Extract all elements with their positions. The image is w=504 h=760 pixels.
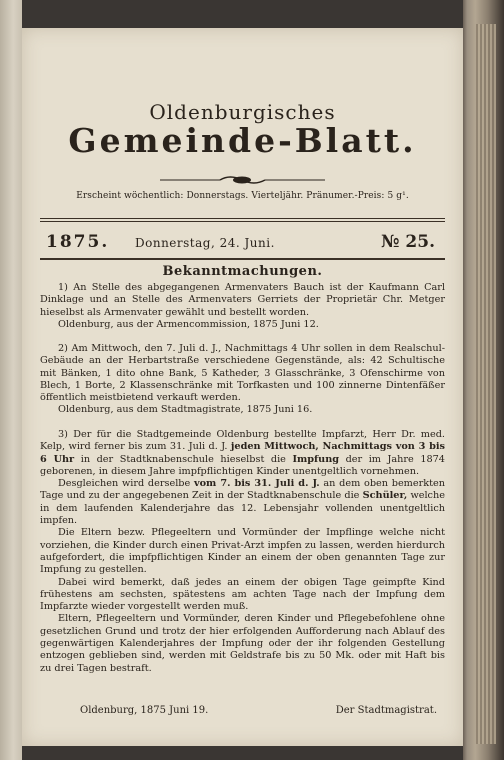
newspaper-page xyxy=(22,28,463,746)
notice-3-children: der im Jahre 1874 geborenen, in diesem Jahre impfpflichtigen Kinder unentgeltlich vornehmen. xyxy=(40,453,445,477)
issue-line xyxy=(40,232,445,256)
issue-year: 1875. xyxy=(46,232,110,252)
subscription-info: Erscheint wöchentlich: Donnerstags. Vierteljähr. Pränumer.-Preis: 5 g¹. xyxy=(76,191,409,201)
notice-3-parents: Die Eltern bezw. Pflegeeltern und Vormünder der Impflinge welche nicht vorziehen, die Kinder durch einen Privat-Arzt impfen zu lassen, werden hierdurch aufgefordert, die impfpflichtigen Kinder an einem der oben genannten Tage zur Impfung zu gestellen. xyxy=(40,527,445,576)
signoff-place-date: Oldenburg, 1875 Juni 19. xyxy=(80,705,209,716)
issue-date: Donnerstag, 24. Juni. xyxy=(135,236,275,250)
notice-3-age: welche in dem laufenden Kalenderjahre das 12. Lebensjahr vollenden unentgeltlich impfen. xyxy=(40,490,445,527)
notice-3-followup: Dabei wird bemerkt, daß jedes an einem der obigen Tage geimpfte Kind frühestens am sechsten, spätestens am achten Tage nach der Impfung dem Impfarzte wieder vorgestellt werden muß. xyxy=(40,576,445,613)
rule-under-issue xyxy=(40,258,445,260)
signoff-authority: Der Stadtmagistrat. xyxy=(335,705,437,716)
notice-3-penalty: Eltern, Pflegeeltern und Vormünder, deren Kinder und Pflegebefohlene ohne gesetzlichen Grund und trotz der hier erfolgenden Aufforderung nach Ablauf des gegenwärtigen Kalenderjahres der Impfung oder der ihr folgenden Gestellung entzogen geblieben sind, werden mit Geldstrafe bis zu 50 Mk. oder mit Haft bis zu drei Tagen bestraft. xyxy=(40,613,445,674)
issue-number: № 25. xyxy=(381,232,435,252)
notice-1-text: 1) An Stelle des abgegangenen Armenvaters Bauch ist der Kaufmann Carl Dinklage und an Stelle des Armenvaters Gerriets der Proprietär Chr. Metger hieselbst als Armenvater gewählt und bestellt worden. xyxy=(40,282,445,318)
notice-1-sign: Oldenburg, aus der Armencommission, 1875 Juni 12. xyxy=(58,318,319,330)
notice-3-schedule: jeden Mittwoch, Nachmittags von 3 bis 6 Uhr xyxy=(40,441,445,465)
left-page-edge xyxy=(0,0,22,760)
notice-1 xyxy=(40,282,445,331)
signoff xyxy=(40,705,445,719)
notice-2-sign: Oldenburg, aus dem Stadtmagistrate, 1875 Juni 16. xyxy=(58,404,313,416)
notice-3-date-range: vom 7. bis 31. Juli d. J. xyxy=(193,478,320,490)
notice-3-likewise: Desgleichen wird derselbe xyxy=(58,478,191,490)
notice-3-school: an dem oben bemerkten Tage und zu der angegebenen Zeit in der Stadtknabenschule die xyxy=(40,478,445,502)
notice-3-intro: 3) Der für die Stadtgemeinde Oldenburg bestellte Impfarzt, Herr Dr. med. Kelp, wird ferner bis zum 31. Juli d. J. xyxy=(40,429,445,453)
masthead-title: Gemeinde-Blatt. xyxy=(68,121,417,160)
masthead-pretitle: Oldenburgisches xyxy=(149,100,336,124)
rule-top-1 xyxy=(40,218,445,219)
rule-top-2 xyxy=(40,221,445,222)
section-heading: Bekanntmachungen. xyxy=(162,264,323,279)
notice-2 xyxy=(40,343,445,417)
notice-3-location: in der Stadtknabenschule hieselbst die xyxy=(80,453,286,465)
binding-texture xyxy=(476,24,496,744)
notice-3-impfung: Impfung xyxy=(292,453,340,465)
notice-3-schueler: Schüler, xyxy=(362,490,408,502)
ornament-divider-icon xyxy=(160,173,325,187)
notice-2-text: 2) Am Mittwoch, den 7. Juli d. J., Nachmittags 4 Uhr sollen in dem Realschul-Gebäude an der Herbartstraße verschiedene Gegenstände, als: 42 Schultische mit Bänken, 1 dito ohne Bank, 5 Katheder, 3 Glasschränke, 3 Ofenschirme von Blech, 1 Borte, 2 Klassenschränke mit Torfkasten und 100 zinnerne Dintenfäßer öffentlich meistbietend verkauft werden. xyxy=(40,343,445,404)
notice-3 xyxy=(40,429,445,675)
